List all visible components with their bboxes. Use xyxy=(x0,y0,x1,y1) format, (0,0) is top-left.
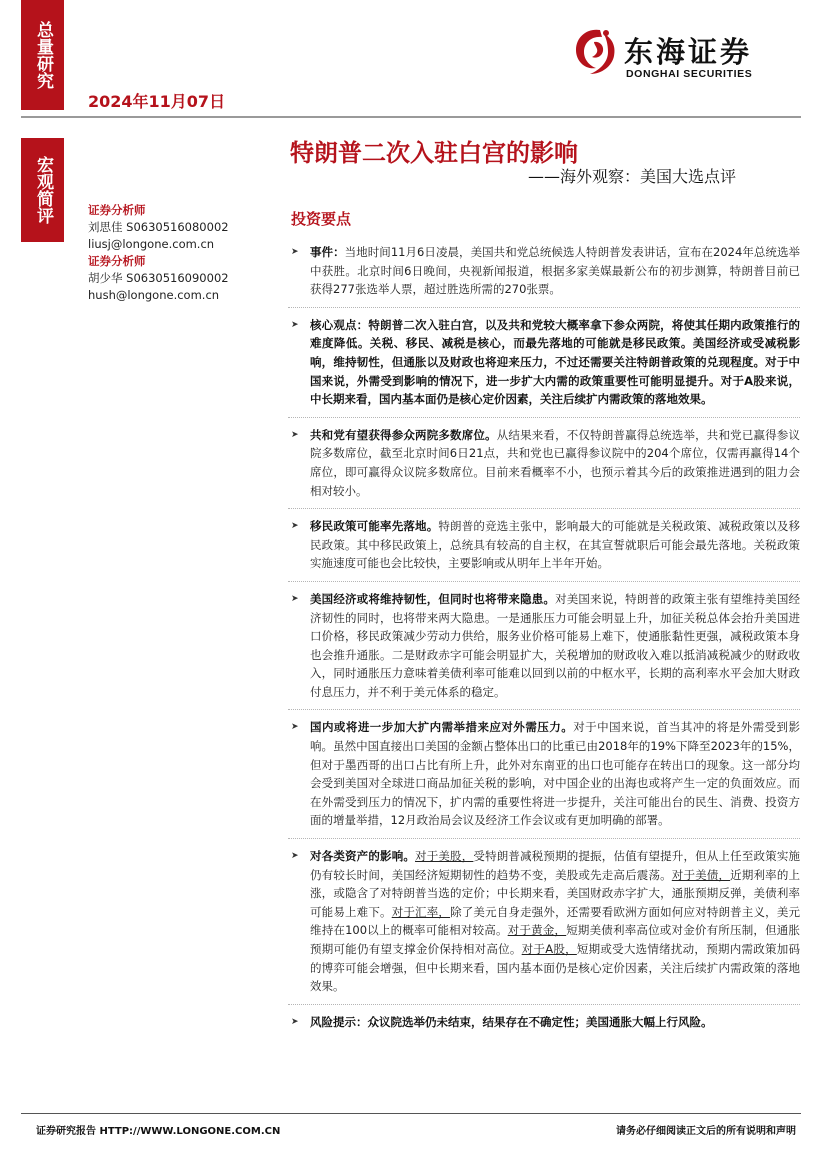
key-point-asset-impact xyxy=(288,842,800,1005)
sidebar-tab-category: 总量研究 xyxy=(21,0,64,110)
point-lead: 美国经济或将维持韧性，但同时也将带来隐患。 xyxy=(310,591,556,606)
asset-class-label: 对于汇率， xyxy=(391,904,451,919)
key-point-us-economy xyxy=(288,585,800,711)
arrow-bullet-icon: ➤ xyxy=(291,429,299,440)
section-heading: 投资要点 xyxy=(291,210,352,228)
key-point-event xyxy=(288,238,800,308)
point-lead: 核心观点：特朗普二次入驻白宫，以及共和党较大概率拿下参众两院，将使其任期内政策推行的难度降低。关税、移民、减税是核心，而最先落地的可能就是移民政策。美国经济或受减税影响，维持韧性，但通胀以及财政也将迎来压力，不过还需要关注特朗普政策的兑现程度。对于中国来说，外需受到影响的情况下，进一步扩大内需的政策重要性可能明显提升。对于A股来说，中长期来看，国内基本面仍是核心定价因素，关注后续扩内需政策的落地效果。 xyxy=(310,317,800,407)
sidebar-tab-report-type: 宏观简评 xyxy=(21,138,64,242)
key-point-congress xyxy=(288,421,800,509)
analyst-email[interactable]: hush@longone.com.cn xyxy=(88,288,220,302)
asset-class-text: 短期美债利率高位或对金价有所压制，但通胀预期可能仍有望支撑金价保持相对高位。 xyxy=(310,923,801,956)
arrow-bullet-icon: ➤ xyxy=(291,722,299,733)
asset-class-text: 近期利率的上涨，或隐含了对特朗普当选的定价；中长期来看，美国财政赤字扩大，通胀预期反弹，美债利率可能易上难下。 xyxy=(310,867,801,919)
analyst-name-id: 胡少华 S0630516090002 xyxy=(88,271,229,285)
point-body: 对于中国来说，首当其冲的将是外需受到影响。虽然中国直接出口美国的金额占整体出口的比重已由2018年的19%下降至2023年的15%，但对于墨西哥的出口占比有所上升，此外对东南亚的出口也可能存在转出口的现象。这一部分均会受到美国对全球进口商品加征关税的影响，对中国企业的出海也或将产生一定的负面效应。而在外需受到压力的情况下，扩内需的重要性将进一步提升，关注可能出台的民生、消费、投资方面的增量举措，12月政治局会议及经济工作会议或有更加明确的部署。 xyxy=(310,720,801,828)
asset-class-label: 对于A股， xyxy=(521,942,577,956)
arrow-bullet-icon: ➤ xyxy=(291,247,299,257)
key-point-domestic-demand xyxy=(288,713,800,839)
analyst-block xyxy=(88,253,278,304)
analyst-email[interactable]: liusj@longone.com.cn xyxy=(88,237,215,251)
point-lead: 事件： xyxy=(310,245,345,259)
asset-class-text: 除了美元自身走强外，还需要看欧洲方面如何应对特朗普主义，美元维持在100以上的概率可能相对较高。 xyxy=(310,904,801,938)
point-lead: 风险提示：众议院选举仍未结束，结果存在不确定性；美国通胀大幅上行风险。 xyxy=(310,1014,713,1029)
point-lead: 移民政策可能率先落地。 xyxy=(310,519,439,534)
point-body: 对美国来说，特朗普的政策主张有望维持美国经济韧性的同时，也将带来两大隐患。一是通胀压力可能会明显上升，加征关税总体会抬升美国进口价格，移民政策减少劳动力供给，服务业价格可能易上难下，使通胀黏性更强，减税政策本身也会推升通胀。二是财政赤字可能会明显扩大，关税增加的财政收入难以抵消减税减少的财政收入，同时通胀压力意味着美债利率可能难以回到以前的中枢水平，长期的高利率水平会加大财政付息压力，并不利于美元体系的稳定。 xyxy=(310,591,801,699)
key-point-core-view xyxy=(288,311,800,418)
point-body xyxy=(310,849,800,993)
point-body: 特朗普的竞选主张中，影响最大的可能就是关税政策、减税政策以及移民政策。其中移民政策上，总统具有较高的自主权，在其宣誓就职后可能会最先落地。关税政策实施速度可能也会比较快，主要影响或从明年上半年开始。 xyxy=(310,519,801,571)
arrow-bullet-icon: ➤ xyxy=(291,593,299,604)
report-date: 2024年11月07日 xyxy=(88,92,226,111)
point-lead: 共和党有望获得参众两院多数席位。 xyxy=(310,427,497,442)
key-point-risk xyxy=(288,1008,800,1040)
point-lead: 国内或将进一步加大扩内需举措来应对外需压力。 xyxy=(310,720,574,735)
arrow-bullet-icon: ➤ xyxy=(291,319,299,330)
report-subtitle: ——海外观察：美国大选点评 xyxy=(528,167,737,186)
asset-class-label: 对于美债， xyxy=(671,867,731,882)
footer-disclaimer: 请务必仔细阅读正文后的所有说明和声明 xyxy=(616,1126,796,1137)
dragon-logo-icon xyxy=(566,24,622,80)
asset-class-text: 受特朗普减税预期的提振，估值有望提升，但从上任至政策实施仍有较长时间，美国经济短期韧性的趋势不变，美股或先走高后震荡。 xyxy=(310,849,801,882)
analyst-label: 证券分析师 xyxy=(88,254,146,268)
report-title: 特朗普二次入驻白宫的影响 xyxy=(290,139,578,167)
key-points-list xyxy=(288,238,800,1042)
logo-name-cn: 东海证券 xyxy=(624,35,753,69)
logo-name-en: DONGHAI SECURITIES xyxy=(626,68,753,80)
analyst-block xyxy=(88,202,278,253)
point-body: 从结果来看，不仅特朗普赢得总统选举，共和党已赢得参议院多数席位，截至北京时间6日21点，共和党也已赢得参议院中的204个席位，仅需再赢得14个席位，即可赢得众议院多数席位。目前来看概率不小，也预示着其今后的政策推进遇到的阻力会相对较小。 xyxy=(310,427,800,498)
point-body: 当地时间11月6日凌晨，美国共和党总统候选人特朗普发表讲话，宣布在2024年总统选举中获胜。北京时间6日晚间，央视新闻报道，根据多家美媒最新公布的初步测算，特朗普目前已获得277张选举人票，超过胜选所需的270张票。 xyxy=(310,245,801,297)
footer-divider xyxy=(21,1113,801,1114)
analyst-name-id: 刘思佳 S0630516080002 xyxy=(88,220,229,234)
arrow-bullet-icon: ➤ xyxy=(291,1016,299,1027)
asset-class-label: 对于美股， xyxy=(415,849,474,864)
asset-class-label: 对于黄金， xyxy=(507,923,567,938)
arrow-bullet-icon: ➤ xyxy=(291,851,299,862)
key-point-immigration xyxy=(288,512,800,582)
asset-class-text: 短期或受大选情绪扰动，预期内需政策加码的博弈可能会增强，但中长期来看，国内基本面仍是核心定价因素，关注后续扩内需政策的落地效果。 xyxy=(310,942,801,994)
header-divider xyxy=(21,116,801,118)
brand-logo xyxy=(566,24,806,84)
point-lead: 对各类资产的影响。 xyxy=(310,849,416,864)
arrow-bullet-icon: ➤ xyxy=(291,521,299,532)
analyst-list xyxy=(88,202,278,304)
footer-source: 证券研究报告 HTTP://WWW.LONGONE.COM.CN xyxy=(36,1126,281,1137)
analyst-label: 证券分析师 xyxy=(88,203,146,217)
